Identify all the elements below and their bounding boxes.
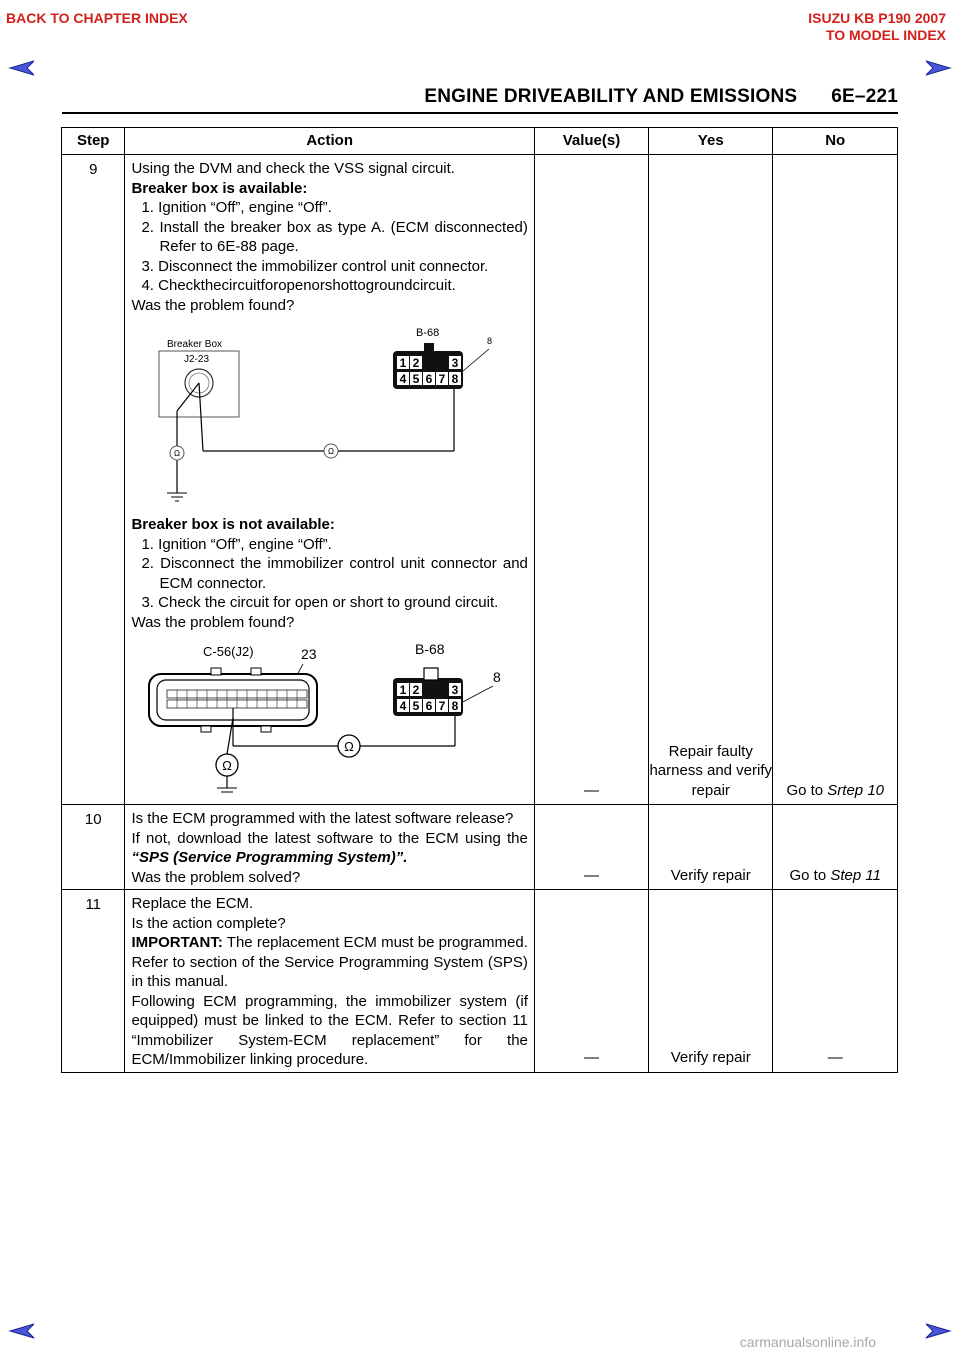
connector-pin: 1 — [400, 356, 407, 370]
list-item: 2. Disconnect the immobilizer control unit connector and ECM connector. — [141, 555, 528, 592]
connector-pin: 8 — [452, 372, 459, 386]
connector-pin: 7 — [439, 372, 446, 386]
step-link[interactable]: Srtep 10 — [827, 781, 885, 799]
table-row-step-9 — [62, 155, 898, 805]
list-item: 3. Check the circuit for open or short to ground circuit. — [141, 594, 499, 611]
step-9-intro: Using the DVM and check the VSS signal circuit. — [131, 160, 455, 177]
list-item: 4. Checkthecircuitforopenorshottogroundcircuit. — [141, 277, 456, 294]
back-to-chapter-index-link[interactable]: BACK TO CHAPTER INDEX — [6, 10, 188, 26]
model-index-block[interactable] — [808, 10, 946, 44]
value-cell: — — [534, 805, 648, 890]
table-row-step-11 — [62, 890, 898, 1073]
important-note: IMPORTANT: The replacement ECM must be programmed. Refer to section of the Service Programming System (SPS) in this manual. — [131, 934, 528, 990]
question-2: Was the problem found? — [131, 613, 295, 631]
connector-pin: 6 — [426, 372, 433, 386]
step-11-line: Following ECM programming, the immobilizer system (if equipped) must be linked to the ECM. Refer to section 11 “Immobilizer System-ECM replacement” for the ECM/Immobilizer linking procedure. — [131, 992, 528, 1068]
step-9-action — [125, 155, 534, 805]
breaker-not-available-heading: Breaker box is not available: — [131, 516, 335, 533]
important-label: IMPORTANT: — [131, 934, 223, 951]
connector-pin: 6 — [426, 699, 433, 713]
step-number: 9 — [62, 155, 125, 805]
next-page-arrow-icon[interactable] — [924, 59, 952, 77]
header-action: Action — [125, 128, 534, 155]
step-11-action — [125, 890, 534, 1073]
connector-pin: 3 — [452, 683, 459, 697]
header-step: Step — [62, 128, 125, 155]
connector-label: B-68 — [415, 641, 446, 657]
ecm-pin-label: 23 — [301, 646, 318, 662]
header-yes: Yes — [649, 128, 773, 155]
prev-page-arrow-icon[interactable] — [8, 59, 36, 77]
breaker-box-label: Breaker Box — [167, 339, 223, 350]
next-page-arrow-bottom-icon[interactable] — [924, 1322, 952, 1340]
yes-cell: Verify repair — [649, 805, 773, 890]
connector-pin: 4 — [400, 699, 407, 713]
connector-pin: 3 — [452, 356, 459, 370]
connector-pin: 4 — [400, 372, 407, 386]
svg-text:Ω: Ω — [222, 758, 233, 773]
connector-pin: 7 — [439, 699, 446, 713]
page-number: 6E–221 — [831, 86, 898, 107]
header-value: Value(s) — [534, 128, 648, 155]
no-cell — [773, 155, 898, 805]
breaker-available-heading: Breaker box is available: — [131, 179, 308, 197]
page-title — [424, 86, 898, 108]
connector-pin: 8 — [452, 699, 459, 713]
header-no: No — [773, 128, 898, 155]
value-cell: — — [534, 890, 648, 1073]
step-10-question: Was the problem solved? — [131, 868, 301, 886]
step-11-line: Replace the ECM. — [131, 895, 254, 912]
step-10-line: If not, download the latest software to the ECM using the “SPS (Service Programming System)”. — [131, 829, 528, 866]
pin-number-label: 8 — [493, 669, 502, 685]
list-item: 1. Ignition “Off”, engine “Off”. — [141, 535, 332, 553]
step-10-action — [125, 805, 534, 890]
no-prefix: Go to — [789, 866, 831, 884]
diagnostic-table — [61, 127, 898, 1073]
breaker-pin-label: J2-23 — [184, 354, 210, 365]
value-cell: — — [534, 155, 648, 805]
svg-text:Ω: Ω — [174, 449, 181, 458]
page-header — [62, 84, 898, 114]
step-10-line: Is the ECM programmed with the latest software release? — [131, 810, 514, 827]
ecm-connector-diagram — [131, 638, 516, 798]
step-link[interactable]: Step 11 — [830, 866, 881, 884]
connector-pin: 5 — [413, 372, 420, 386]
list-item: 1. Ignition “Off”, engine “Off”. — [141, 199, 332, 216]
question-1: Was the problem found? — [131, 296, 295, 314]
no-cell — [773, 805, 898, 890]
connector-pin: 2 — [413, 356, 420, 370]
sps-emphasis: “SPS (Service Programming System)”. — [131, 849, 408, 866]
list-item: 3. Disconnect the immobilizer control unit connector. — [141, 257, 489, 275]
yes-cell: Repair faulty harness and verify repair — [649, 155, 773, 805]
table-header-row — [62, 128, 898, 155]
svg-text:Ω: Ω — [344, 739, 355, 754]
connector-pin: 5 — [413, 699, 420, 713]
pin-number-label: 8 — [487, 336, 493, 346]
watermark: carmanualsonline.info — [739, 1334, 876, 1350]
svg-text:Ω: Ω — [328, 447, 335, 456]
step-11-question: Is the action complete? — [131, 914, 286, 932]
yes-cell: Verify repair — [649, 890, 773, 1073]
step-number: 10 — [62, 805, 125, 890]
no-cell: — — [773, 890, 898, 1073]
section-title: ENGINE DRIVEABILITY AND EMISSIONS — [424, 86, 798, 107]
model-name-link[interactable]: ISUZU KB P190 2007 — [808, 10, 946, 26]
connector-pin: 2 — [413, 683, 420, 697]
model-index-link[interactable]: TO MODEL INDEX — [825, 27, 946, 43]
prev-page-arrow-bottom-icon[interactable] — [8, 1322, 36, 1340]
breaker-box-diagram — [131, 321, 516, 511]
step-number: 11 — [62, 890, 125, 1073]
connector-pin: 1 — [400, 683, 407, 697]
connector-label: B-68 — [416, 327, 440, 339]
no-prefix: Go to — [786, 781, 828, 799]
ecm-connector-label: C-56(J2) — [203, 644, 255, 659]
list-item: 2. Install the breaker box as type A. (ECM disconnected) Refer to 6E-88 page. — [141, 218, 528, 255]
table-row-step-10 — [62, 805, 898, 890]
